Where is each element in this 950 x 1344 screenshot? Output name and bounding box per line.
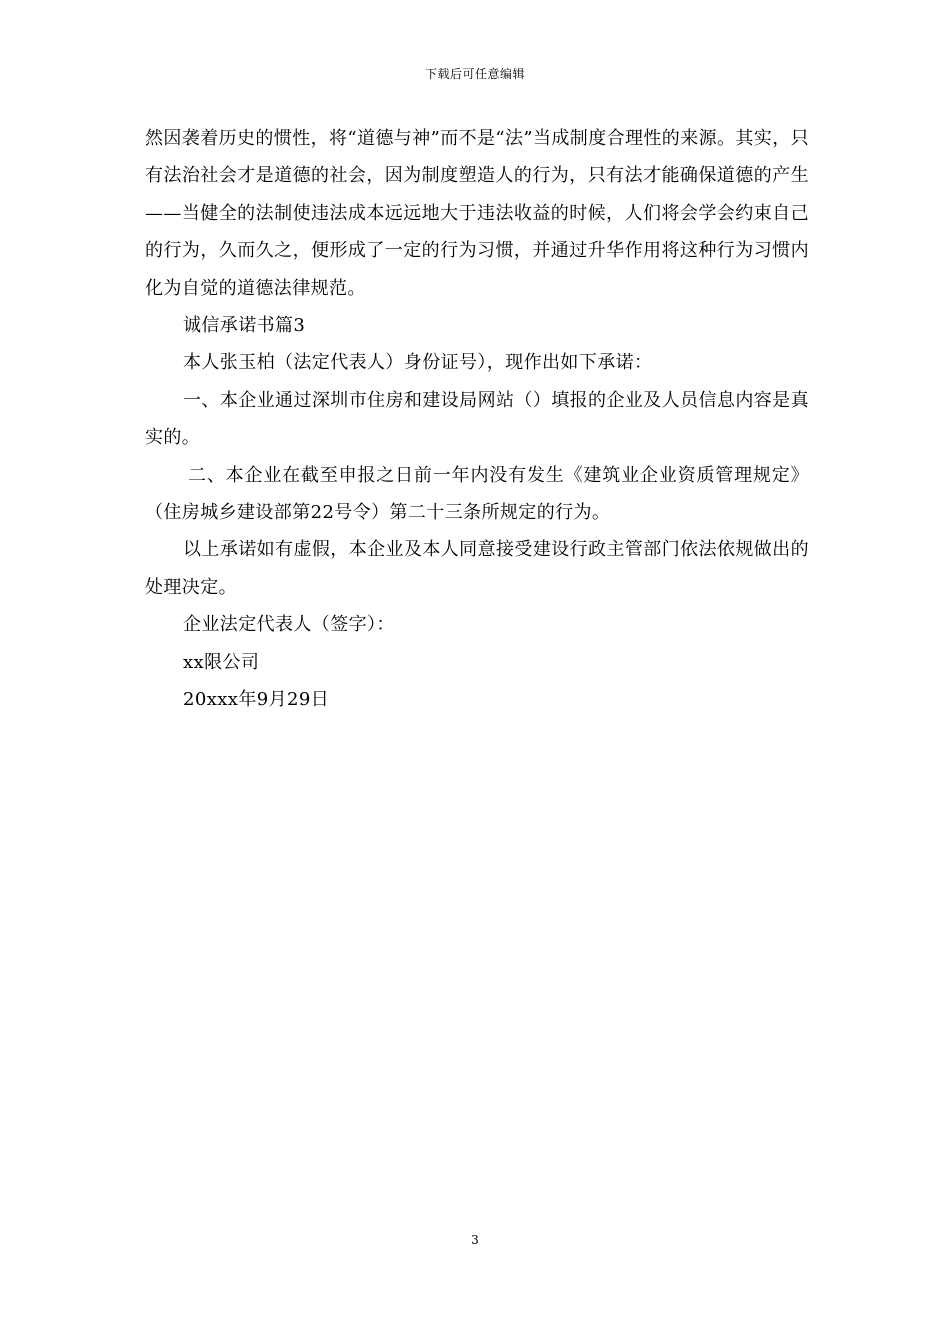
paragraph-continuation: 然因袭着历史的惯性，将“道德与神”而不是“法”当成制度合理性的来源。其实，只有法治社会才是道德的社会，因为制度塑造人的行为，只有法才能确保道德的产生——当健全的法制使违法成本远远地大于违法收益的时候，人们将会学会约束自己的行为，久而久之，便形成了一定的行为习惯，并通过升华作用将这种行为习惯内化为自觉的道德法律规范。 xyxy=(145,128,810,299)
paragraph-commitment-2: 二、本企业在截至申报之日前一年内没有发生《建筑业企业资质管理规定》（住房城乡建设部第22号令）第二十三条所规定的行为。 xyxy=(145,464,809,524)
page-number: 3 xyxy=(471,1233,479,1247)
document-body xyxy=(145,120,809,719)
company-name: xx限公司 xyxy=(183,651,260,673)
signature-label: 企业法定代表人（签字）： xyxy=(183,614,395,636)
paragraph-conclusion: 以上承诺如有虚假，本企业及本人同意接受建设行政主管部门依法依规做出的处理决定。 xyxy=(145,539,809,598)
paragraph-commitment-1: 一、本企业通过深圳市住房和建设局网站（）填报的企业及人员信息内容是真实的。 xyxy=(145,389,809,449)
document-date: 20xxx年9月29日 xyxy=(183,689,330,711)
section-title: 诚信承诺书篇3 xyxy=(183,315,306,337)
page-header: 下载后可任意编辑 xyxy=(424,67,525,81)
paragraph-declaration: 本人张玉柏（法定代表人）身份证号），现作出如下承诺： xyxy=(183,352,653,374)
